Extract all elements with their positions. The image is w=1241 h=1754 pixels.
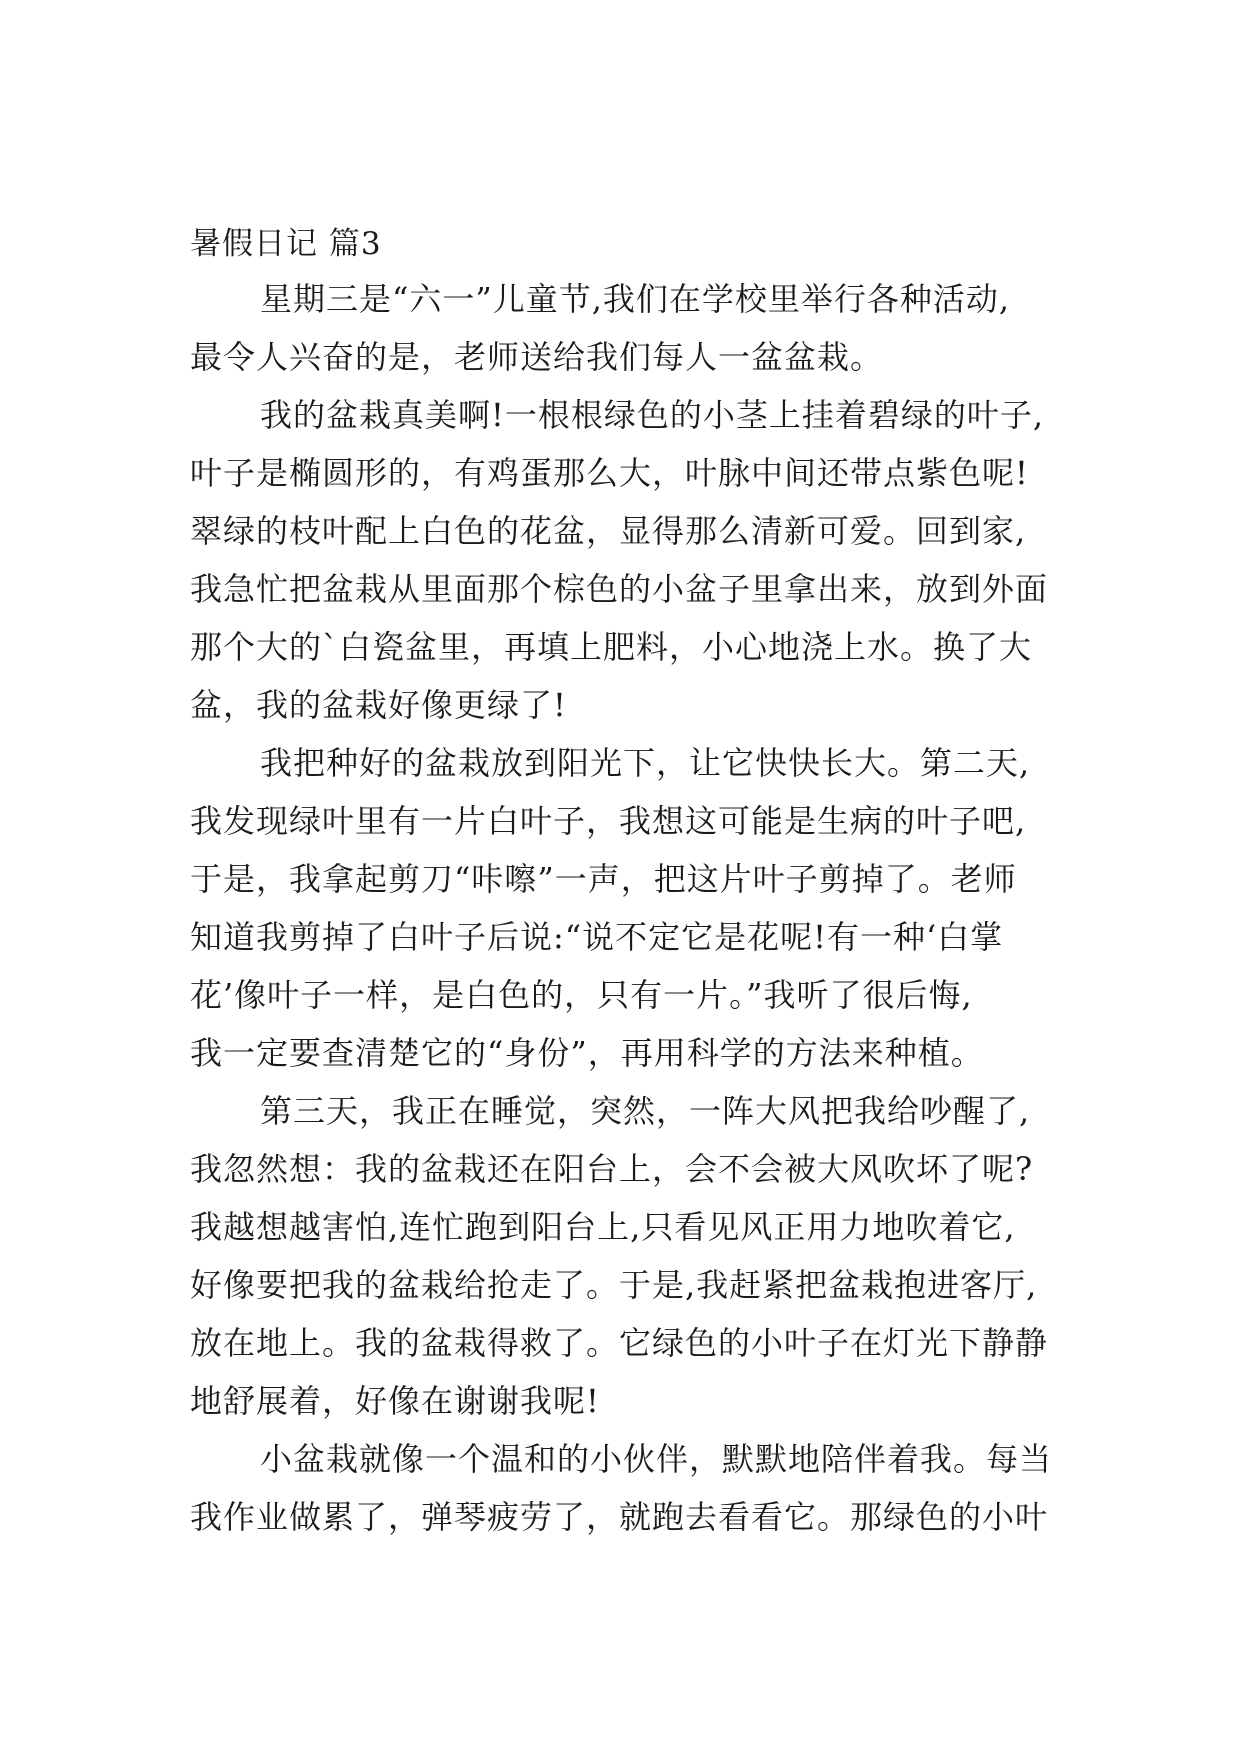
paragraph-line: 地舒展着，好像在谢谢我呢! xyxy=(190,1382,600,1420)
paragraph-4 xyxy=(190,1082,1050,1430)
paragraph-line: 翠绿的枝叶配上白色的花盆，显得那么清新可爱。回到家, xyxy=(190,512,1027,550)
paragraph-line: 花’像叶子一样，是白色的，只有一片。”我听了很后悔, xyxy=(190,976,973,1014)
paragraph-3 xyxy=(190,734,1050,1082)
paragraph-line: 于是，我拿起剪刀“咔嚓”一声，把这片叶子剪掉了。老师 xyxy=(190,860,1017,898)
paragraph-line: 我一定要查清楚它的“身份”，再用科学的方法来种植。 xyxy=(190,1034,984,1072)
document-title: 暑假日记 篇3 xyxy=(190,226,382,262)
paragraph-line: 最令人兴奋的是，老师送给我们每人一盆盆栽。 xyxy=(190,338,884,376)
paragraph-line: 小盆栽就像一个温和的小伙伴，默默地陪伴着我。每当 xyxy=(260,1440,1053,1478)
paragraph-line: 盆，我的盆栽好像更绿了! xyxy=(190,686,567,724)
paragraph-line: 那个大的`白瓷盆里，再填上肥料，小心地浇上水。换了大 xyxy=(190,628,1033,666)
paragraph-line: 我的盆栽真美啊!一根根绿色的小茎上挂着碧绿的叶子, xyxy=(260,396,1045,434)
paragraph-2 xyxy=(190,386,1050,734)
paragraph-line: 我发现绿叶里有一片白叶子，我想这可能是生病的叶子吧, xyxy=(190,802,1027,840)
paragraph-1 xyxy=(190,270,1050,386)
paragraph-5 xyxy=(190,1430,1053,1546)
paragraph-line: 我越想越害怕,连忙跑到阳台上,只看见风正用力地吹着它, xyxy=(190,1208,1016,1246)
paragraph-line: 星期三是“六一”儿童节,我们在学校里举行各种活动, xyxy=(260,280,1011,318)
paragraph-line: 叶子是椭圆形的，有鸡蛋那么大，叶脉中间还带点紫色呢! xyxy=(190,454,1029,492)
paragraph-line: 第三天，我正在睡觉，突然，一阵大风把我给吵醒了, xyxy=(260,1092,1031,1130)
paragraph-line: 我作业做累了，弹琴疲劳了，就跑去看看它。那绿色的小叶 xyxy=(190,1498,1049,1536)
document-body xyxy=(190,270,1053,1546)
paragraph-line: 我急忙把盆栽从里面那个棕色的小盆子里拿出来，放到外面 xyxy=(190,570,1049,608)
paragraph-line: 我把种好的盆栽放到阳光下，让它快快长大。第二天, xyxy=(260,744,1031,782)
paragraph-line: 我忽然想：我的盆栽还在阳台上，会不会被大风吹坏了呢? xyxy=(190,1150,1034,1188)
paragraph-line: 好像要把我的盆栽给抢走了。于是,我赶紧把盆栽抱进客厅, xyxy=(190,1266,1038,1304)
paragraph-line: 放在地上。我的盆栽得救了。它绿色的小叶子在灯光下静静 xyxy=(190,1324,1049,1362)
paragraph-line: 知道我剪掉了白叶子后说:“说不定它是花呢!有一种‘白掌 xyxy=(190,918,1004,956)
